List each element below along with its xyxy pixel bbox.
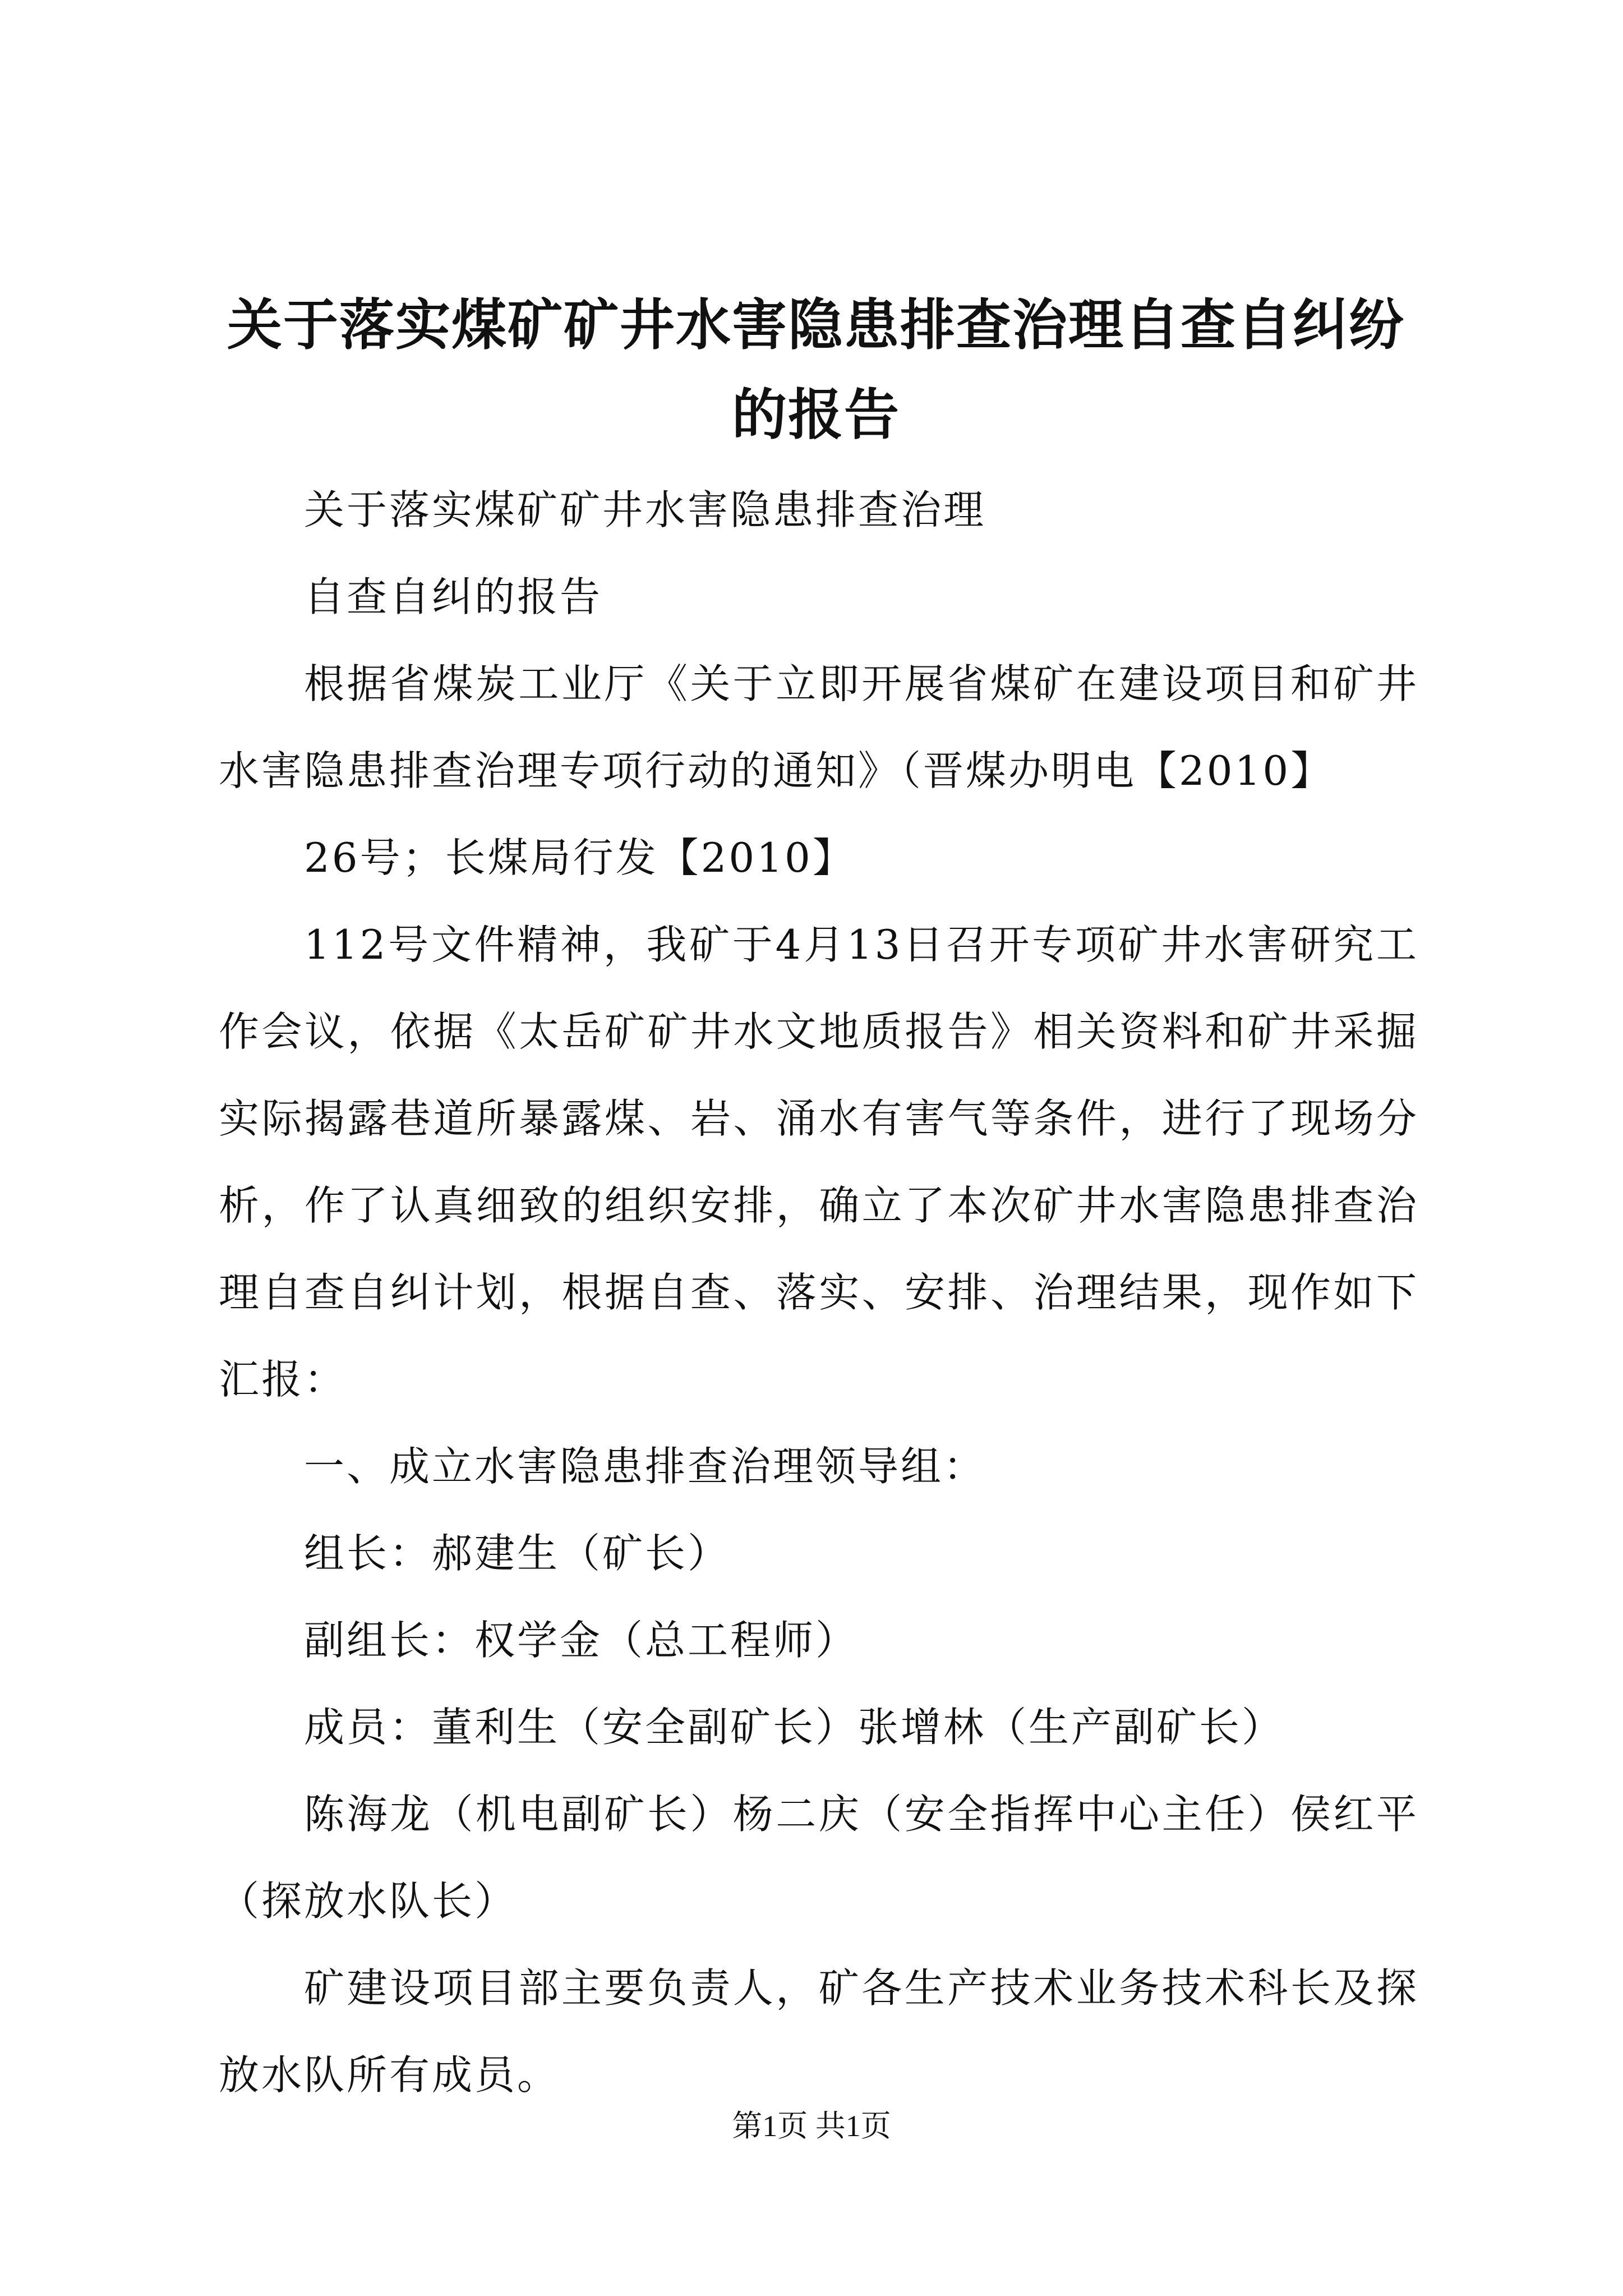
paragraph: 关于落实煤矿矿井水害隐患排查治理 xyxy=(304,486,986,533)
paragraph: 自查自纠的报告 xyxy=(304,573,603,620)
paragraph: 矿建设项目部主要负责人，矿各生产技术业务技术科长及探放水队所有成员。 xyxy=(219,1964,1419,2099)
paragraph: 根据省煤炭工业厅《关于立即开展省煤矿在建设项目和矿井水害隐患排查治理专项行动的通知》（晋煤办明电【2010】 xyxy=(219,660,1419,794)
paragraph: 副组长：权学金（总工程师） xyxy=(304,1617,859,1664)
page-footer: 第1页 共1页 xyxy=(732,2109,891,2143)
paragraph: 组长：郝建生（矿长） xyxy=(304,1530,731,1577)
paragraph: 一、成立水害隐患排查治理领导组： xyxy=(304,1443,986,1490)
document-body xyxy=(219,467,1419,2119)
paragraph: 陈海龙（机电副矿长）杨二庆（安全指挥中心主任）侯红平（探放水队长） xyxy=(219,1791,1419,1925)
paragraph: 112号文件精神，我矿于4月13日召开专项矿井水害研究工作会议，依据《太岳矿矿井水文地质报告》相关资料和矿井采掘实际揭露巷道所暴露煤、岩、涌水有害气等条件，进行了现场分析，作了认真细致的组织安排，确立了本次矿井水害隐患排查治理自查自纠计划，根据自查、落实、安排、治理结果，现作如下汇报： xyxy=(219,921,1419,1403)
document-title: 关于落实煤矿矿井水害隐患排查治理自查自纠纷的报告 xyxy=(227,293,1405,447)
paragraph: 成员：董利生（安全副矿长）张增林（生产副矿长） xyxy=(304,1704,1285,1751)
paragraph: 26号；长煤局行发【2010】 xyxy=(304,834,855,881)
